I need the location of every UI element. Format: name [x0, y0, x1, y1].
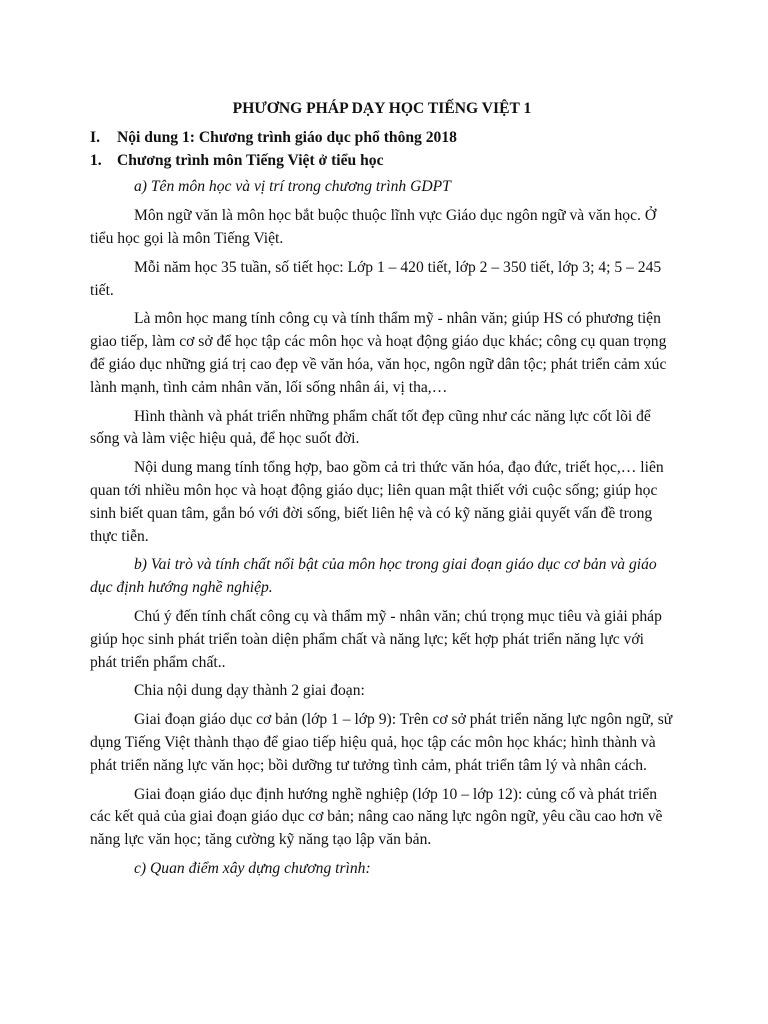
- paragraph: Hình thành và phát triển những phẩm chất tốt đẹp cũng như các năng lực cốt lõi để sống và làm việc hiệu quả, để học suốt đời.: [90, 407, 651, 448]
- document-page: [90, 98, 674, 887]
- subsection-number: 1.: [90, 151, 102, 169]
- section-heading-1: [90, 127, 674, 150]
- section-number: I.: [90, 128, 100, 146]
- paragraph: Là môn học mang tính công cụ và tính thẩm mỹ - nhân văn; giúp HS có phương tiện giao tiếp, làm cơ sở để học tập các môn học và hoạt động giáo dục khác; công cụ quan trọng để giáo dục những giá trị cao đẹp về văn hóa, văn học, ngôn ngữ dân tộc; phát triển cảm xúc lành mạnh, tình cảm nhân văn, lối sống nhân ái, vị tha,…: [90, 310, 667, 396]
- document-title: PHƯƠNG PHÁP DẠY HỌC TIẾNG VIỆT 1: [232, 100, 532, 117]
- paragraph: Nội dung mang tính tổng hợp, bao gồm cả tri thức văn hóa, đạo đức, triết học,… liên quan tới nhiều môn học và hoạt động giáo dục; liên quan mật thiết với cuộc sống; giúp học sinh biết quan tâm, gắn bó với đời sống, biết liên hệ và có kỹ năng giải quyết vấn đề trong thực tiễn.: [90, 459, 664, 545]
- subheading-a: a) Tên môn học và vị trí trong chương trình GDPT: [134, 178, 451, 196]
- paragraph: Chú ý đến tính chất công cụ và thẩm mỹ - nhân văn; chú trọng mục tiêu và giải pháp giúp học sinh phát triển toàn diện phẩm chất và năng lực; kết hợp phát triển năng lực với phát triển phẩm chất..: [90, 607, 662, 671]
- paragraph: Môn ngữ văn là môn học bắt buộc thuộc lĩnh vực Giáo dục ngôn ngữ và văn học. Ở tiểu học gọi là môn Tiếng Việt.: [90, 207, 657, 247]
- subheading-b: b) Vai trò và tính chất nổi bật của môn học trong giai đoạn giáo dục cơ bản và giáo dục định hướng nghề nghiệp.: [90, 556, 657, 597]
- subsection-title: Chương trình môn Tiếng Việt ở tiểu học: [117, 151, 384, 169]
- subsection-heading-1: [90, 150, 674, 173]
- paragraph: Giai đoạn giáo dục định hướng nghề nghiệp (lớp 10 – lớp 12): củng cố và phát triển các kết quả của giai đoạn giáo dục cơ bản; nâng cao năng lực ngôn ngữ, yêu cầu cao hơn về năng lực văn học; tăng cường kỹ năng tạo lập văn bản.: [90, 785, 663, 849]
- subheading-c: c) Quan điểm xây dựng chương trình:: [134, 859, 371, 877]
- section-title: Nội dung 1: Chương trình giáo dục phổ thông 2018: [117, 128, 457, 146]
- paragraph: Chia nội dung dạy thành 2 giai đoạn:: [134, 682, 365, 700]
- paragraph: Mỗi năm học 35 tuần, số tiết học: Lớp 1 – 420 tiết, lớp 2 – 350 tiết, lớp 3; 4; 5 – 245 tiết.: [90, 258, 662, 299]
- paragraph: Giai đoạn giáo dục cơ bản (lớp 1 – lớp 9): Trên cơ sở phát triển năng lực ngôn ngữ, sử dụng Tiếng Việt thành thạo để giao tiếp hiệu quả, học tập các môn học khác; hình thành và phát triển năng lực văn học; bồi dưỡng tư tưởng tình cảm, phát triển tâm lý và nhân cách.: [90, 711, 673, 774]
